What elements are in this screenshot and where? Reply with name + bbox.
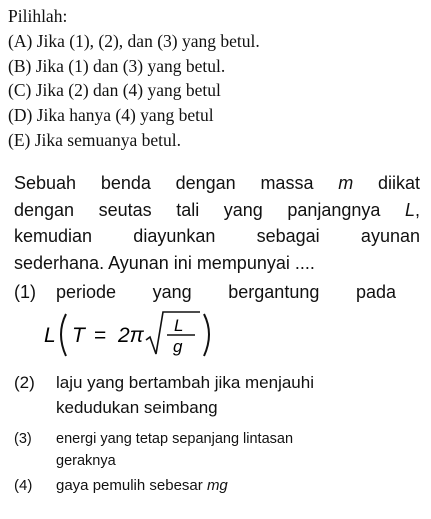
left-paren — [61, 314, 66, 356]
option-text: Jika (2) dan (4) yang betul — [35, 80, 221, 101]
formula-two-pi: 2π — [118, 324, 144, 347]
statement-text: laju yang bertambah jika menjauhi — [56, 373, 314, 392]
statement-text: geraknya — [56, 453, 116, 469]
statement-text: energi yang tetap sepanjang lintasan — [56, 431, 294, 447]
option-b — [8, 54, 260, 79]
statement-text — [56, 475, 416, 497]
statement-text: periode yang bergantung pada — [56, 282, 396, 302]
option-label: (C) — [8, 80, 32, 101]
question-line-1 — [14, 170, 420, 197]
statement-number: (2) — [14, 373, 35, 392]
option-e — [8, 128, 260, 153]
variable-m: m — [338, 173, 354, 193]
formula-equals: = — [94, 324, 107, 347]
intro-heading: Pilihlah: — [8, 6, 68, 26]
question-stem — [14, 170, 420, 276]
statement-number: (4) — [14, 477, 33, 494]
option-d — [8, 103, 260, 128]
question-line-4: sederhana. Ayunan ini mempunyai .... — [14, 252, 315, 273]
option-label: (B) — [8, 55, 32, 76]
option-label: (D) — [8, 105, 33, 126]
formula-l: L — [44, 324, 56, 347]
question-line-2 — [14, 197, 420, 224]
right-paren — [204, 314, 209, 356]
period-formula — [42, 304, 222, 364]
variable-l: L — [404, 199, 415, 220]
option-a — [8, 29, 260, 54]
question-text: diikat — [353, 173, 420, 193]
option-c — [8, 78, 260, 103]
question-line-3: kemudian diayunkan sebagai ayunan — [14, 226, 420, 246]
option-label: (A) — [8, 30, 33, 51]
option-text: Jika (1) dan (3) yang betul. — [35, 55, 226, 76]
formula-graphic — [42, 304, 222, 364]
statement-number: (1) — [14, 282, 36, 302]
option-label: (E) — [8, 129, 31, 150]
formula-t: T — [72, 324, 85, 347]
statement-number: (3) — [14, 431, 32, 447]
formula-numerator: L — [174, 316, 184, 335]
question-text: Sebuah benda dengan massa — [14, 173, 339, 193]
question-text: , — [414, 199, 420, 220]
variable-mg: mg — [206, 477, 228, 494]
option-text: Jika (1), (2), dan (3) yang betul. — [36, 30, 260, 51]
formula-denominator: g — [173, 337, 183, 356]
answer-key-block — [8, 4, 260, 153]
option-text: Jika hanya (4) yang betul — [36, 105, 214, 126]
question-text: dengan seutas tali yang panjangnya — [14, 199, 405, 220]
statement-text: kedudukan seimbang — [56, 398, 218, 417]
statement-text-part: gaya pemulih sebesar — [56, 477, 207, 494]
option-text: Jika semuanya betul. — [34, 129, 182, 150]
